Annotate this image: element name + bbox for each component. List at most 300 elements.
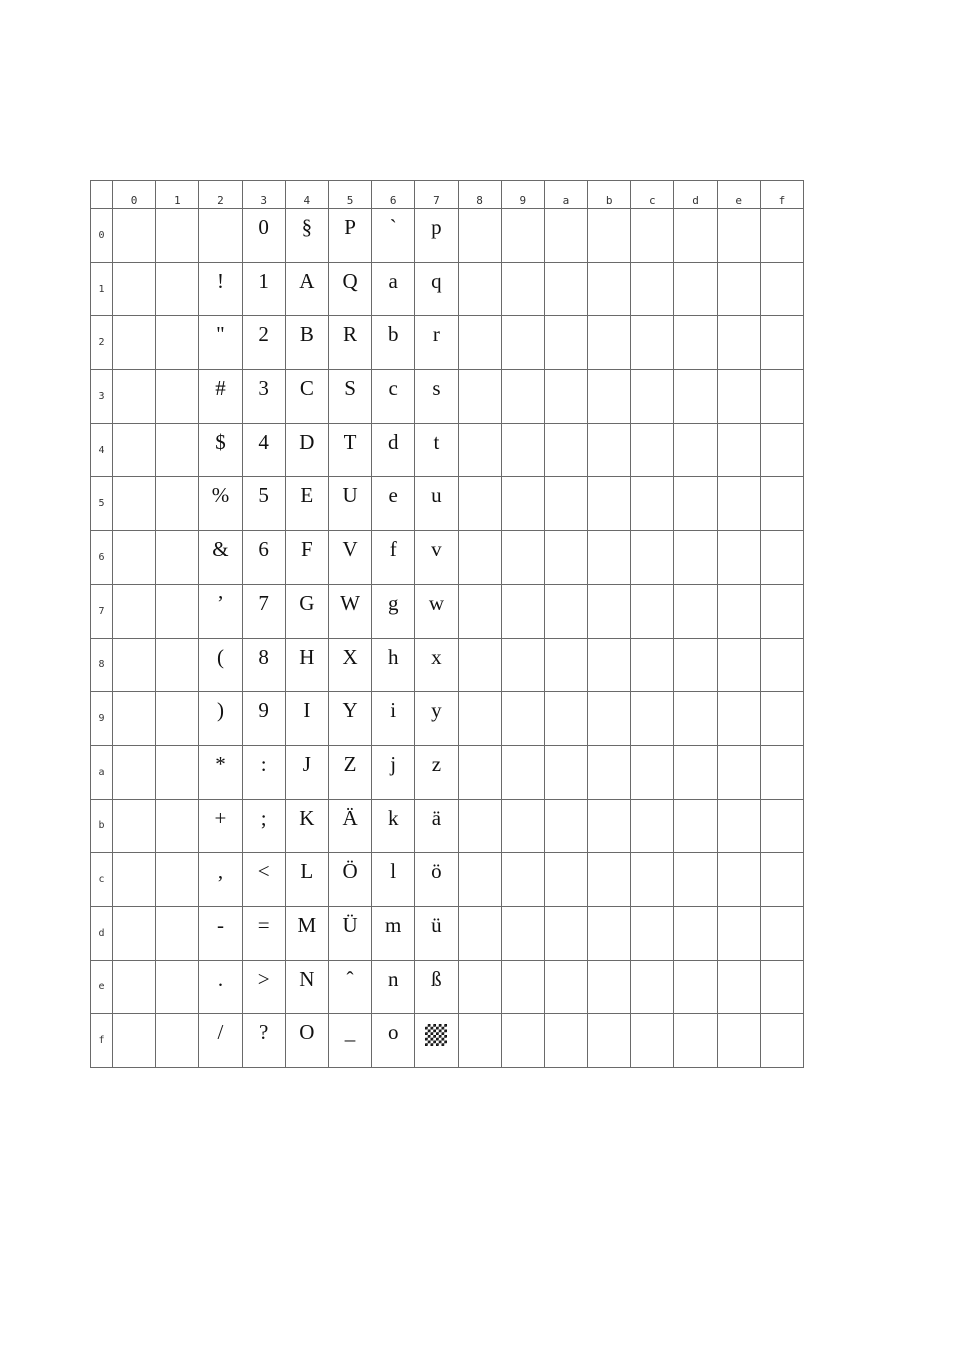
char-cell-73	[242, 584, 285, 638]
glyph	[761, 907, 803, 943]
glyph: <	[257, 859, 270, 884]
char-cell-ee	[717, 960, 760, 1014]
glyph: N	[299, 966, 315, 991]
glyph	[631, 585, 673, 621]
char-cell-9f	[760, 692, 803, 746]
glyph: T	[343, 429, 357, 454]
glyph: =	[257, 912, 270, 937]
char-cell-15	[328, 262, 371, 316]
glyph	[156, 531, 198, 567]
char-cell-49	[501, 423, 544, 477]
glyph	[588, 263, 630, 299]
char-cell-9b	[588, 692, 631, 746]
row-header-6: 6	[91, 531, 113, 585]
glyph	[761, 746, 803, 782]
char-cell-23	[242, 316, 285, 370]
glyph	[674, 800, 716, 836]
glyph	[113, 263, 155, 299]
glyph	[588, 531, 630, 567]
char-cell-be	[717, 799, 760, 853]
char-cell-ac	[631, 745, 674, 799]
glyph	[631, 692, 673, 728]
char-cell-b8	[458, 799, 501, 853]
glyph: 2	[258, 322, 269, 347]
char-cell-e5	[328, 960, 371, 1014]
char-cell-66	[372, 531, 415, 585]
glyph: 8	[258, 644, 269, 669]
glyph	[588, 477, 630, 513]
char-cell-7a	[544, 584, 587, 638]
char-cell-f4	[285, 1014, 328, 1068]
char-cell-0e	[717, 209, 760, 263]
char-cell-a2	[199, 745, 242, 799]
glyph	[113, 961, 155, 997]
char-cell-6d	[674, 531, 717, 585]
char-cell-24	[285, 316, 328, 370]
row-header-f: f	[91, 1014, 113, 1068]
char-cell-8f	[760, 638, 803, 692]
char-cell-d9	[501, 906, 544, 960]
char-cell-12	[199, 262, 242, 316]
glyph	[502, 746, 544, 782]
glyph	[502, 424, 544, 460]
glyph	[545, 907, 587, 943]
char-cell-d2	[199, 906, 242, 960]
char-cell-5c	[631, 477, 674, 531]
char-cell-a1	[156, 745, 199, 799]
char-cell-d3	[242, 906, 285, 960]
column-header-f: f	[760, 181, 803, 209]
char-cell-3f	[760, 370, 803, 424]
glyph: C	[299, 376, 314, 401]
char-cell-16	[372, 262, 415, 316]
char-cell-5d	[674, 477, 717, 531]
char-cell-c5	[328, 853, 371, 907]
char-cell-a8	[458, 745, 501, 799]
char-cell-28	[458, 316, 501, 370]
glyph	[545, 531, 587, 567]
glyph	[113, 531, 155, 567]
char-cell-34	[285, 370, 328, 424]
char-cell-e9	[501, 960, 544, 1014]
row-header-a: a	[91, 745, 113, 799]
char-cell-fd	[674, 1014, 717, 1068]
table-row	[91, 745, 804, 799]
char-cell-de	[717, 906, 760, 960]
char-cell-d7	[415, 906, 458, 960]
table-row	[91, 906, 804, 960]
glyph: b	[387, 322, 399, 347]
glyph	[545, 263, 587, 299]
glyph	[502, 800, 544, 836]
glyph	[459, 639, 501, 675]
char-cell-9d	[674, 692, 717, 746]
glyph	[674, 639, 716, 675]
char-cell-89	[501, 638, 544, 692]
char-cell-ba	[544, 799, 587, 853]
glyph	[459, 531, 501, 567]
glyph	[718, 531, 760, 567]
char-cell-52	[199, 477, 242, 531]
glyph	[502, 585, 544, 621]
char-cell-7b	[588, 584, 631, 638]
char-cell-85	[328, 638, 371, 692]
glyph: F	[301, 537, 313, 562]
char-cell-e0	[113, 960, 156, 1014]
char-cell-f9	[501, 1014, 544, 1068]
row-header-0: 0	[91, 209, 113, 263]
char-cell-08	[458, 209, 501, 263]
char-cell-0f	[760, 209, 803, 263]
char-cell-cb	[588, 853, 631, 907]
glyph: p	[431, 215, 442, 239]
glyph: ;	[260, 805, 267, 830]
char-cell-14	[285, 262, 328, 316]
char-cell-e8	[458, 960, 501, 1014]
glyph: R	[343, 322, 358, 347]
char-cell-e4	[285, 960, 328, 1014]
glyph	[156, 209, 198, 245]
glyph: c	[388, 376, 398, 401]
table-row	[91, 692, 804, 746]
glyph	[631, 316, 673, 352]
glyph	[588, 209, 630, 245]
char-cell-42	[199, 423, 242, 477]
char-cell-3b	[588, 370, 631, 424]
char-cell-61	[156, 531, 199, 585]
char-cell-ab	[588, 745, 631, 799]
char-cell-d8	[458, 906, 501, 960]
glyph	[631, 263, 673, 299]
char-cell-11	[156, 262, 199, 316]
char-cell-b7	[415, 799, 458, 853]
glyph: ä	[431, 805, 442, 830]
glyph: I	[303, 698, 311, 723]
char-cell-fb	[588, 1014, 631, 1068]
char-cell-8d	[674, 638, 717, 692]
char-cell-d5	[328, 906, 371, 960]
char-cell-ff	[760, 1014, 803, 1068]
char-cell-ec	[631, 960, 674, 1014]
char-cell-07	[415, 209, 458, 263]
glyph	[631, 907, 673, 943]
glyph	[459, 585, 501, 621]
char-cell-77	[415, 584, 458, 638]
glyph	[545, 800, 587, 836]
glyph	[761, 477, 803, 513]
glyph: ü	[431, 912, 442, 937]
glyph: :	[260, 751, 267, 776]
char-cell-f1	[156, 1014, 199, 1068]
glyph: 6	[258, 537, 269, 562]
char-cell-45	[328, 423, 371, 477]
table-row	[91, 531, 804, 585]
glyph	[502, 209, 544, 245]
glyph	[113, 585, 155, 621]
glyph	[545, 477, 587, 513]
glyph	[113, 1014, 155, 1050]
char-cell-4a	[544, 423, 587, 477]
glyph: E	[300, 483, 314, 508]
char-cell-2b	[588, 316, 631, 370]
char-cell-b5	[328, 799, 371, 853]
glyph	[588, 907, 630, 943]
char-cell-13	[242, 262, 285, 316]
char-cell-94	[285, 692, 328, 746]
row-header-b: b	[91, 799, 113, 853]
glyph: ß	[431, 966, 442, 991]
glyph	[588, 370, 630, 406]
column-header-6: 6	[372, 181, 415, 209]
glyph: ’	[216, 590, 224, 615]
char-cell-dc	[631, 906, 674, 960]
glyph: D	[299, 429, 315, 454]
glyph	[674, 585, 716, 621]
glyph: Y	[342, 698, 358, 723]
glyph: x	[431, 644, 442, 669]
glyph: h	[387, 644, 399, 669]
char-cell-7e	[717, 584, 760, 638]
glyph	[588, 316, 630, 352]
char-cell-4e	[717, 423, 760, 477]
char-cell-44	[285, 423, 328, 477]
glyph	[459, 316, 501, 352]
glyph	[631, 639, 673, 675]
char-cell-4c	[631, 423, 674, 477]
char-cell-70	[113, 584, 156, 638]
glyph	[631, 1014, 673, 1050]
glyph	[631, 800, 673, 836]
glyph: M	[297, 912, 317, 937]
glyph: f	[389, 537, 397, 562]
char-cell-50	[113, 477, 156, 531]
glyph: t	[433, 429, 440, 454]
glyph: ö	[431, 859, 442, 884]
glyph	[674, 853, 716, 889]
table-row	[91, 853, 804, 907]
char-cell-6e	[717, 531, 760, 585]
char-cell-64	[285, 531, 328, 585]
column-header-e: e	[717, 181, 760, 209]
glyph	[545, 316, 587, 352]
glyph	[718, 424, 760, 460]
glyph	[588, 853, 630, 889]
glyph	[156, 907, 198, 943]
char-cell-b2	[199, 799, 242, 853]
row-header-5: 5	[91, 477, 113, 531]
char-cell-e1	[156, 960, 199, 1014]
glyph	[502, 1014, 544, 1050]
char-cell-82	[199, 638, 242, 692]
char-cell-3c	[631, 370, 674, 424]
char-cell-f8	[458, 1014, 501, 1068]
char-cell-0a	[544, 209, 587, 263]
glyph	[761, 1014, 803, 1050]
char-cell-69	[501, 531, 544, 585]
char-cell-aa	[544, 745, 587, 799]
glyph: m	[385, 912, 402, 937]
glyph	[588, 746, 630, 782]
glyph	[674, 263, 716, 299]
glyph	[113, 800, 155, 836]
table-row	[91, 209, 804, 263]
char-cell-cf	[760, 853, 803, 907]
char-cell-3e	[717, 370, 760, 424]
char-cell-62	[199, 531, 242, 585]
char-cell-ad	[674, 745, 717, 799]
glyph	[156, 424, 198, 460]
glyph	[718, 477, 760, 513]
glyph	[199, 209, 241, 245]
char-cell-b4	[285, 799, 328, 853]
column-header-d: d	[674, 181, 717, 209]
glyph	[502, 531, 544, 567]
glyph	[761, 316, 803, 352]
char-cell-a7	[415, 745, 458, 799]
glyph: r	[432, 322, 440, 347]
char-cell-32	[199, 370, 242, 424]
char-cell-2e	[717, 316, 760, 370]
column-header-0: 0	[113, 181, 156, 209]
glyph	[502, 853, 544, 889]
char-cell-f5	[328, 1014, 371, 1068]
char-cell-7c	[631, 584, 674, 638]
char-cell-48	[458, 423, 501, 477]
glyph: 4	[258, 429, 269, 454]
glyph	[588, 639, 630, 675]
char-cell-5a	[544, 477, 587, 531]
char-cell-b0	[113, 799, 156, 853]
row-header-4: 4	[91, 423, 113, 477]
char-cell-da	[544, 906, 587, 960]
glyph	[113, 853, 155, 889]
char-cell-2d	[674, 316, 717, 370]
glyph: V	[342, 537, 358, 562]
glyph	[674, 531, 716, 567]
char-cell-c8	[458, 853, 501, 907]
table-row	[91, 423, 804, 477]
char-cell-29	[501, 316, 544, 370]
glyph	[156, 477, 198, 513]
char-cell-a6	[372, 745, 415, 799]
glyph	[113, 746, 155, 782]
row-header-1: 1	[91, 262, 113, 316]
char-cell-92	[199, 692, 242, 746]
glyph	[674, 316, 716, 352]
column-header-3: 3	[242, 181, 285, 209]
char-cell-6c	[631, 531, 674, 585]
glyph: S	[344, 376, 356, 401]
table-row	[91, 799, 804, 853]
glyph	[718, 961, 760, 997]
char-cell-75	[328, 584, 371, 638]
glyph	[718, 907, 760, 943]
char-cell-9e	[717, 692, 760, 746]
char-cell-1d	[674, 262, 717, 316]
char-cell-ae	[717, 745, 760, 799]
glyph	[113, 477, 155, 513]
char-cell-36	[372, 370, 415, 424]
char-cell-a5	[328, 745, 371, 799]
char-cell-01	[156, 209, 199, 263]
glyph: Ü	[342, 912, 358, 937]
char-cell-54	[285, 477, 328, 531]
char-cell-b1	[156, 799, 199, 853]
character-code-table	[90, 180, 804, 1068]
column-header-4: 4	[285, 181, 328, 209]
glyph	[674, 370, 716, 406]
glyph: `	[389, 215, 397, 239]
glyph	[502, 316, 544, 352]
glyph	[631, 209, 673, 245]
glyph	[113, 424, 155, 460]
char-cell-04	[285, 209, 328, 263]
char-cell-d0	[113, 906, 156, 960]
char-cell-72	[199, 584, 242, 638]
glyph	[631, 853, 673, 889]
glyph	[674, 424, 716, 460]
glyph	[545, 209, 587, 245]
char-cell-0d	[674, 209, 717, 263]
glyph	[502, 639, 544, 675]
char-cell-ed	[674, 960, 717, 1014]
char-cell-ca	[544, 853, 587, 907]
char-cell-27	[415, 316, 458, 370]
glyph: K	[299, 805, 315, 830]
glyph	[156, 639, 198, 675]
glyph	[588, 424, 630, 460]
char-cell-c2	[199, 853, 242, 907]
glyph	[156, 746, 198, 782]
row-header-8: 8	[91, 638, 113, 692]
glyph	[502, 370, 544, 406]
char-cell-fa	[544, 1014, 587, 1068]
table-row	[91, 638, 804, 692]
glyph	[545, 370, 587, 406]
char-cell-87	[415, 638, 458, 692]
glyph	[459, 263, 501, 299]
char-cell-8a	[544, 638, 587, 692]
glyph	[631, 424, 673, 460]
char-cell-c6	[372, 853, 415, 907]
char-cell-17	[415, 262, 458, 316]
glyph	[761, 370, 803, 406]
glyph	[674, 1014, 716, 1050]
char-cell-5b	[588, 477, 631, 531]
glyph	[588, 585, 630, 621]
column-header-2: 2	[199, 181, 242, 209]
row-header-d: d	[91, 906, 113, 960]
char-cell-51	[156, 477, 199, 531]
char-cell-a3	[242, 745, 285, 799]
glyph	[113, 316, 155, 352]
row-header-7: 7	[91, 584, 113, 638]
char-cell-1b	[588, 262, 631, 316]
char-cell-18	[458, 262, 501, 316]
char-cell-65	[328, 531, 371, 585]
glyph: _	[344, 1020, 356, 1045]
glyph: 9	[258, 698, 269, 723]
glyph	[113, 692, 155, 728]
table-row	[91, 584, 804, 638]
char-cell-59	[501, 477, 544, 531]
char-cell-4f	[760, 423, 803, 477]
glyph	[761, 853, 803, 889]
char-cell-f0	[113, 1014, 156, 1068]
char-cell-2f	[760, 316, 803, 370]
glyph: J	[302, 751, 311, 776]
char-cell-bc	[631, 799, 674, 853]
